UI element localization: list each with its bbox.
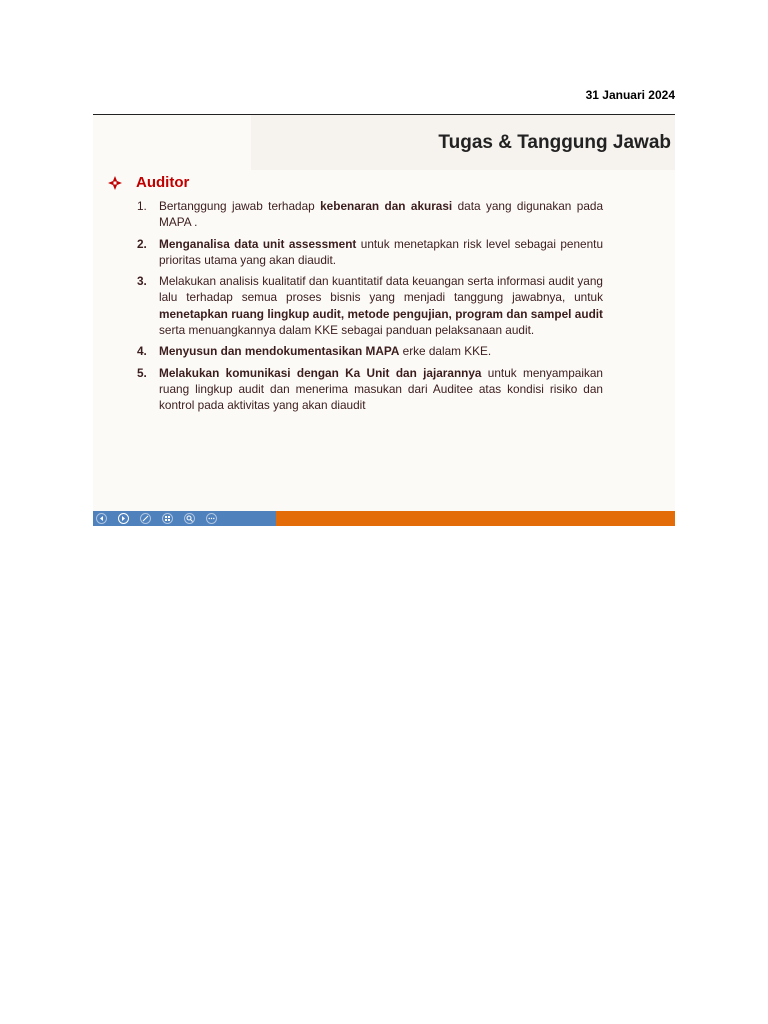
bold-text: menetapkan ruang lingkup audit, metode pengujian, program dan sampel audit <box>159 306 603 321</box>
duty-item-text <box>159 198 603 231</box>
duty-item <box>137 343 603 359</box>
duty-item-number: 1. <box>137 199 147 213</box>
duty-item-text <box>159 365 603 414</box>
text: Bertanggung jawab terhadap <box>159 199 321 213</box>
duty-item <box>137 273 603 338</box>
duty-item-number: 3. <box>137 274 147 289</box>
document-date: 31 Januari 2024 <box>585 88 675 102</box>
duty-item <box>137 236 603 269</box>
previous-icon[interactable] <box>96 513 107 524</box>
bold-text: Menyusun dan mendokumentasikan MAPA <box>159 344 400 359</box>
duty-item-text <box>159 343 603 359</box>
duty-item-text <box>159 236 603 269</box>
text: untuk menetapkan risk level sebagai penentu prioritas utama yang akan diaudit. <box>159 236 604 267</box>
text: Melakukan analisis kualitatif dan kuantitatif data keuangan serta informasi audit yang lalu terhadap semua proses bisnis yang menjadi tanggung jawabnya, untuk <box>159 274 603 305</box>
duty-item-number: 2. <box>137 236 147 251</box>
zoom-icon[interactable] <box>184 513 195 524</box>
next-icon[interactable] <box>118 513 129 524</box>
slideshow-progress-bar <box>276 511 675 526</box>
more-icon[interactable] <box>206 513 217 524</box>
text: untuk menyampaikan ruang lingkup audit dan menerima masukan dari Auditee atas kondisi risiko dan kontrol pada aktivitas yang akan diaudit <box>159 365 603 413</box>
duty-item-number: 4. <box>137 344 147 359</box>
slides-icon[interactable] <box>162 513 173 524</box>
bold-text: Menganalisa data unit assessment <box>159 236 357 251</box>
duty-item-number: 5. <box>137 365 147 380</box>
bold-text: Melakukan komunikasi dengan Ka Unit dan jajarannya <box>159 365 482 380</box>
diamond-bullet-icon <box>108 176 122 190</box>
pen-icon[interactable] <box>140 513 151 524</box>
slide-title-band <box>251 115 675 170</box>
duty-list <box>137 198 603 419</box>
slideshow-nav-bar <box>93 511 675 526</box>
duty-item-text <box>159 273 603 338</box>
section-header <box>108 174 189 191</box>
text: erke dalam KKE. <box>399 344 492 359</box>
section-heading: Auditor <box>136 174 190 191</box>
slide-image <box>93 115 675 511</box>
duty-item <box>137 198 603 231</box>
slideshow-controls <box>93 511 276 526</box>
text: data yang digunakan pada MAPA . <box>159 199 604 230</box>
bold-text: kebenaran dan akurasi <box>320 199 453 213</box>
text: serta menuangkannya dalam KKE sebagai panduan pelaksanaan audit. <box>159 323 535 338</box>
duty-item <box>137 365 603 414</box>
slide-title: Tugas & Tanggung Jawab <box>438 132 671 153</box>
